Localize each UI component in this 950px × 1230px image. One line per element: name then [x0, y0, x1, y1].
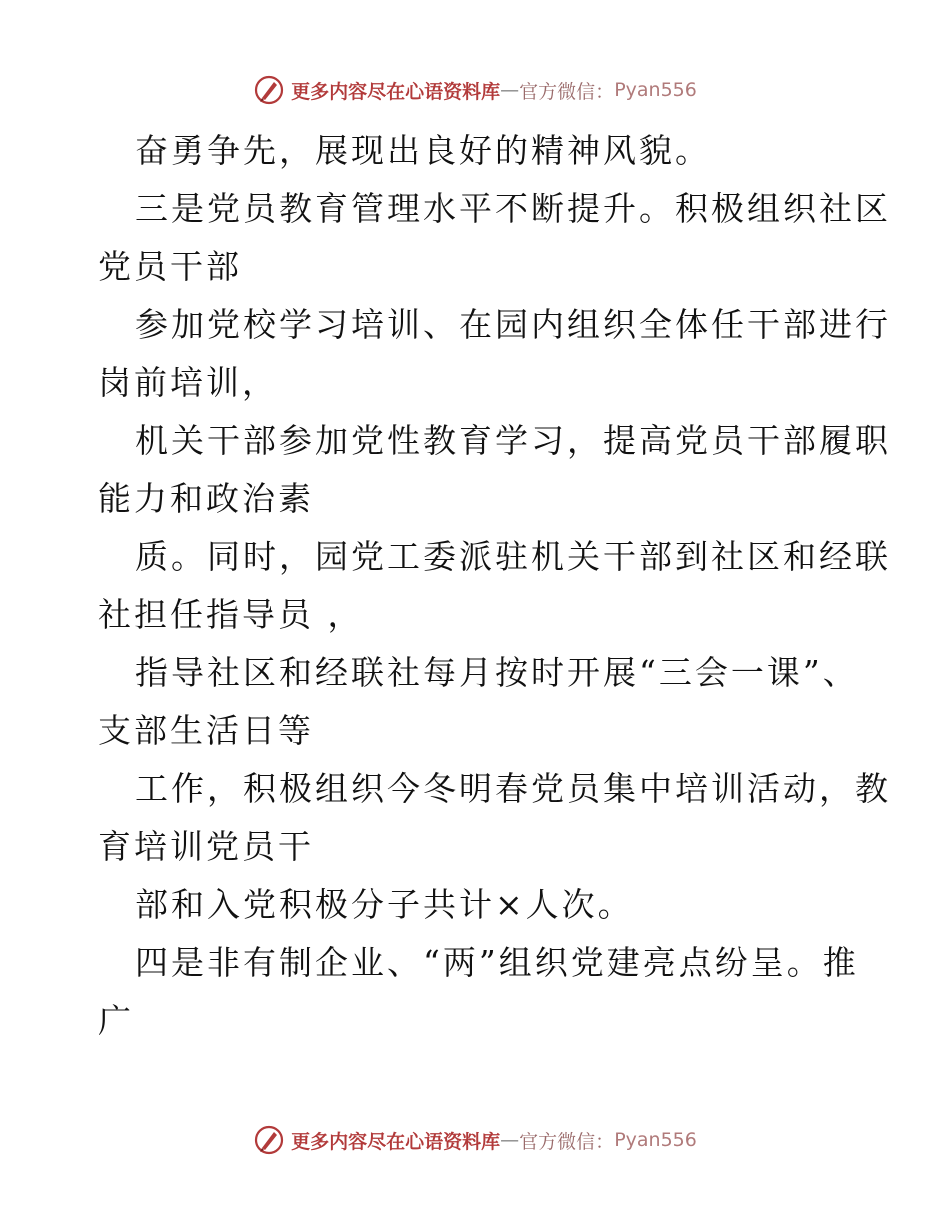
text-line: 参加党校学习培训、在园内组织全体任干部进行 [135, 305, 891, 344]
banner-main-text: 更多内容尽在心语资料库 [291, 1130, 501, 1153]
text-line: 质。同时，园党工委派驻机关干部到社区和经联 [135, 537, 891, 576]
text-line: 岗前培训， [98, 363, 278, 402]
text-line: 工作，积极组织今冬明春党员集中培训活动，教 [135, 769, 891, 808]
text-line: 育培训党员干 [98, 827, 314, 866]
text-line: 广 [98, 1001, 134, 1040]
banner-wechat-id: Pyan556 [614, 79, 697, 101]
text-line: 支部生活日等 [98, 711, 314, 750]
banner-dash: — [500, 79, 520, 101]
text-line: 社担任指导员 ， [98, 595, 364, 634]
text-line: 党员干部 [98, 247, 242, 286]
text-line: 机关干部参加党性教育学习，提高党员干部履职 [135, 421, 891, 460]
banner-sub-text: 官方微信： [519, 1130, 615, 1153]
banner-sub-text: 官方微信： [519, 80, 615, 103]
text-line: 部和入党积极分子共计×人次。 [135, 885, 634, 924]
quill-pen-icon [253, 1124, 285, 1156]
quill-pen-icon [253, 74, 285, 106]
banner-wechat-id: Pyan556 [614, 1129, 697, 1151]
text-line: 能力和政治素 [98, 479, 314, 518]
text-line: 奋勇争先，展现出良好的精神风貌。 [135, 131, 711, 170]
text-line: 指导社区和经联社每月按时开展“三会一课”、 [135, 653, 859, 692]
banner-dash: — [500, 1129, 520, 1151]
text-line: 三是党员教育管理水平不断提升。积极组织社区 [135, 189, 891, 228]
text-line: 四是非有制企业、“两”组织党建亮点纷呈。推 [135, 943, 859, 982]
header-banner [0, 70, 950, 110]
footer-banner [0, 1120, 950, 1160]
body-text [98, 122, 891, 1050]
banner-main-text: 更多内容尽在心语资料库 [291, 80, 501, 103]
